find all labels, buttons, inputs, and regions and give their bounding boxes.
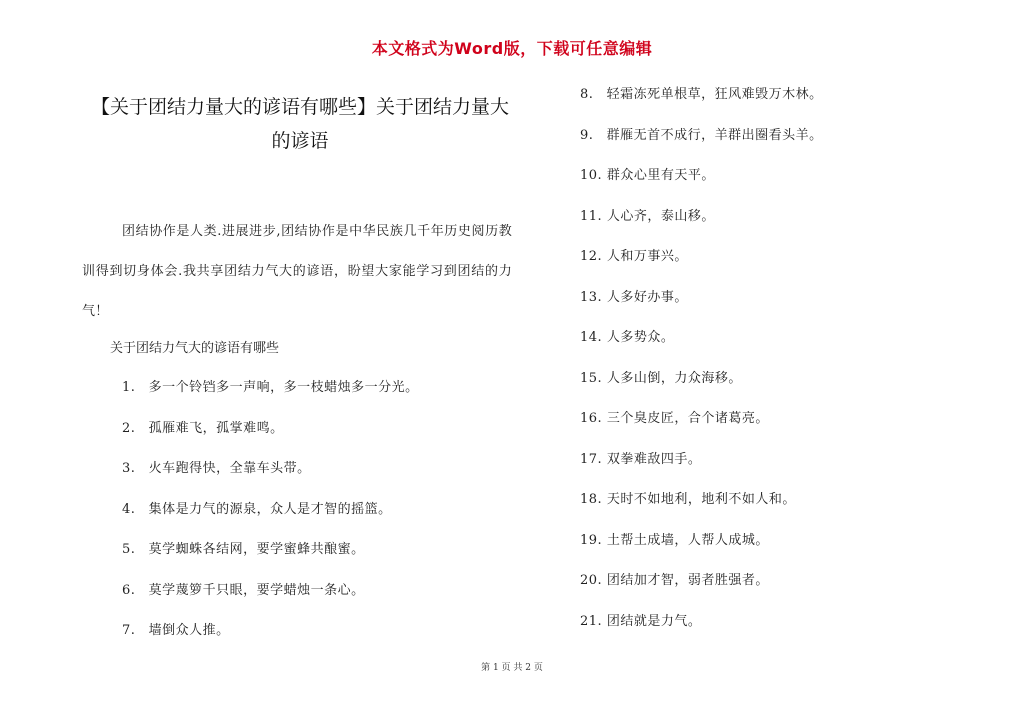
list-item	[122, 376, 419, 417]
item-text: 土帮土成墙，人帮人成城。	[606, 532, 769, 548]
list-item	[580, 326, 823, 367]
item-text: 莫学蔑箩千只眼，要学蜡烛一条心。	[148, 582, 365, 598]
item-number: 20.	[580, 573, 603, 588]
item-text: 人心齐，泰山移。	[606, 208, 715, 224]
item-number: 1.	[122, 380, 136, 395]
document-title: 【关于团结力量大的谚语有哪些】关于团结力量大的谚语	[90, 96, 509, 152]
item-number: 17.	[580, 451, 603, 467]
item-text: 人多势众。	[606, 330, 675, 345]
item-number: 4.	[122, 501, 136, 517]
item-text: 人和万事兴。	[606, 249, 688, 264]
item-text: 双拳难敌四手。	[606, 451, 702, 467]
item-number: 10.	[580, 168, 603, 183]
item-text: 火车跑得快，全靠车头带。	[148, 461, 311, 476]
list-item	[580, 83, 823, 124]
list-item	[580, 367, 823, 408]
section-heading: 关于团结力气大的谚语有哪些	[110, 341, 280, 356]
list-item	[580, 245, 823, 286]
item-number: 9.	[580, 127, 594, 143]
item-text: 人多山倒，力众海移。	[606, 370, 742, 386]
list-item	[580, 610, 823, 651]
list-item	[122, 619, 419, 660]
item-number: 16.	[580, 411, 603, 426]
item-number: 2.	[122, 420, 136, 436]
list-item	[580, 407, 823, 448]
item-text: 轻霜冻死单根草，狂风难毁万木林。	[606, 87, 823, 102]
item-number: 18.	[580, 492, 603, 507]
intro-paragraph: 团结协作是人类.进展进步,团结协作是中华民族几千年历史阅历教训得到切身体会.我共享团结力气大的谚语，盼望大家能学习到团结的力气！	[82, 224, 512, 319]
item-number: 15.	[580, 370, 603, 386]
item-number: 19.	[580, 532, 603, 548]
item-text: 三个臭皮匠，合个诸葛亮。	[606, 411, 769, 426]
item-text: 孤雁难飞，孤掌难鸣。	[148, 420, 284, 436]
list-item	[122, 417, 419, 458]
item-text: 团结加才智，弱者胜强者。	[606, 573, 769, 588]
item-number: 7.	[122, 623, 136, 638]
proverb-list-right	[580, 83, 823, 650]
item-number: 12.	[580, 249, 603, 264]
item-number: 3.	[122, 461, 136, 476]
item-text: 群众心里有天平。	[606, 168, 715, 183]
item-text: 群雁无首不成行，羊群出圈看头羊。	[606, 127, 823, 143]
proverb-list-left	[122, 376, 419, 660]
list-item	[122, 538, 419, 579]
item-number: 6.	[122, 582, 136, 598]
item-number: 21.	[580, 613, 603, 629]
item-text: 天时不如地利，地利不如人和。	[606, 492, 796, 507]
list-item	[122, 579, 419, 620]
list-item	[580, 205, 823, 246]
item-text: 团结就是力气。	[606, 613, 702, 629]
list-item	[580, 529, 823, 570]
item-text: 人多好办事。	[606, 289, 688, 305]
list-item	[122, 498, 419, 539]
list-item	[580, 448, 823, 489]
list-item	[580, 124, 823, 165]
page-footer: 第 1 页 共 2 页	[481, 663, 543, 673]
item-text: 莫学蜘蛛各结网，要学蜜蜂共酿蜜。	[148, 542, 365, 557]
list-item	[580, 164, 823, 205]
item-number: 8.	[580, 87, 594, 102]
list-item	[122, 457, 419, 498]
item-number: 14.	[580, 330, 603, 345]
item-number: 5.	[122, 542, 136, 557]
list-item	[580, 569, 823, 610]
item-number: 13.	[580, 289, 603, 305]
list-item	[580, 286, 823, 327]
list-item	[580, 488, 823, 529]
item-text: 集体是力气的源泉，众人是才智的摇篮。	[148, 501, 392, 517]
item-text: 墙倒众人推。	[148, 623, 230, 638]
item-text: 多一个铃铛多一声响，多一枝蜡烛多一分光。	[148, 380, 419, 395]
download-banner: 本文格式为Word版，下载可任意编辑	[371, 39, 653, 58]
item-number: 11.	[580, 208, 603, 224]
